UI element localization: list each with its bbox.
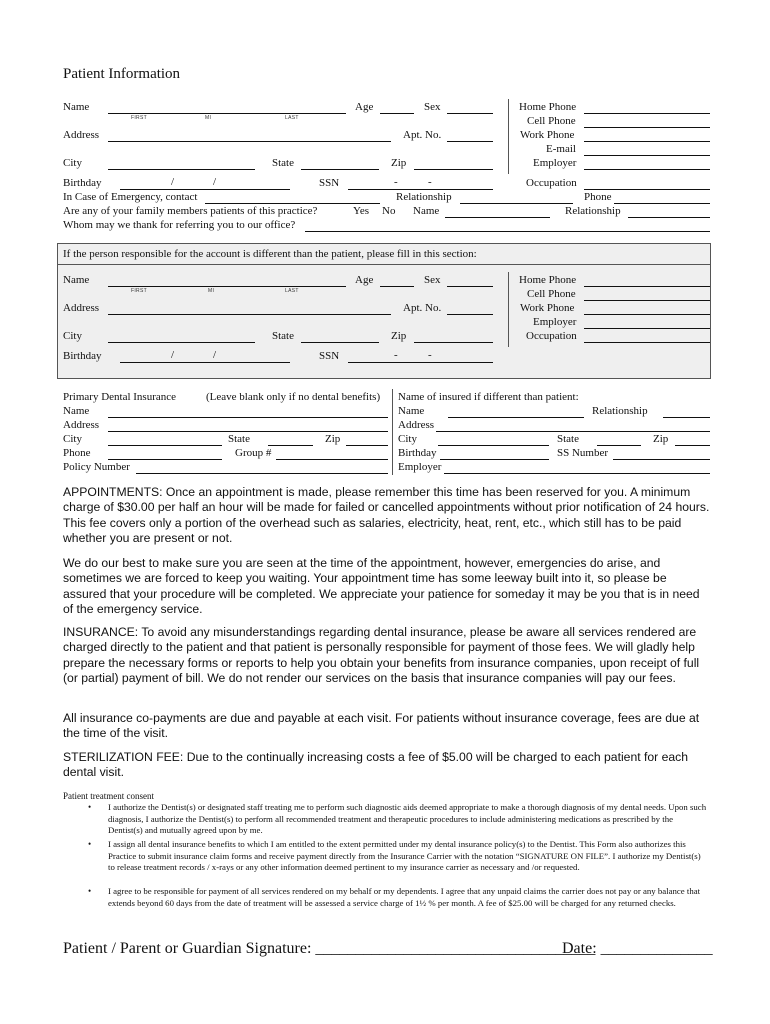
employer-field[interactable] (584, 169, 710, 170)
resp-zip-label: Zip (391, 330, 407, 342)
resp-work-phone-label: Work Phone (520, 302, 575, 314)
cell-phone-label: Cell Phone (527, 115, 576, 127)
first-caption: FIRST (131, 115, 147, 121)
resp-ssn-dash-2: - (428, 349, 432, 361)
insured-city-field[interactable] (438, 445, 549, 446)
insured-zip-label: Zip (653, 433, 669, 445)
resp-birthday-slash-2: / (213, 349, 217, 361)
emergency-phone-field[interactable] (614, 203, 710, 204)
emergency-relationship-label: Relationship (396, 191, 452, 203)
resp-address-label: Address (63, 302, 100, 314)
ssn-field[interactable] (348, 189, 493, 190)
work-phone-field[interactable] (584, 141, 710, 142)
insurance-policy: INSURANCE: To avoid any misunderstandings regarding dental insurance, please be aware all services rendered are charged directly to the patient and that patient is personally responsible for payment of those fees. We will gladly help prepare the necessary forms or reports to help you obtain your benefits from insurance companies, upon receipt of full (or partial) payment of bill. We do not render our services on the basis that insurance companies will pay our fees. (63, 625, 700, 686)
insured-state-label: State (557, 433, 579, 445)
resp-sex-field[interactable] (447, 286, 493, 287)
resp-apt-label: Apt. No. (403, 302, 442, 314)
last-caption: LAST (285, 115, 299, 121)
ins-address-label: Address (63, 419, 100, 431)
consent-bullet-2: • (88, 839, 92, 849)
resp-state-field[interactable] (301, 342, 379, 343)
resp-name-label: Name (63, 274, 90, 286)
cell-phone-field[interactable] (584, 127, 710, 128)
resp-cell-phone-field[interactable] (584, 300, 710, 301)
ins-policy-field[interactable] (136, 473, 388, 474)
mi-caption: MI (205, 115, 212, 121)
insured-name-field[interactable] (448, 417, 584, 418)
family-relationship-field[interactable] (628, 217, 710, 218)
sex-field[interactable] (447, 113, 493, 114)
address-label: Address (63, 129, 100, 141)
ins-group-label: Group # (235, 447, 272, 459)
responsible-header: If the person responsible for the account is different than the patient, please fill in this section: (63, 248, 477, 260)
resp-occupation-field[interactable] (584, 342, 710, 343)
ins-city-field[interactable] (108, 445, 222, 446)
resp-ssn-dash-1: - (394, 349, 398, 361)
insured-relationship-field[interactable] (663, 417, 710, 418)
insured-name-label: Name (398, 405, 425, 417)
occupation-label: Occupation (526, 177, 577, 189)
age-field[interactable] (380, 113, 414, 114)
resp-work-phone-field[interactable] (584, 314, 710, 315)
emergency-label: In Case of Emergency, contact (63, 191, 198, 203)
insured-relationship-label: Relationship (592, 405, 648, 417)
copayment-policy: All insurance co-payments are due and payable at each visit. For patients without insurance coverage, fees are due at the time of the visit. (63, 711, 700, 741)
ins-phone-label: Phone (63, 447, 91, 459)
address-field[interactable] (108, 141, 391, 142)
birthday-field[interactable] (120, 189, 290, 190)
resp-employer-label: Employer (533, 316, 577, 328)
email-label: E-mail (546, 143, 576, 155)
insured-ss-field[interactable] (613, 459, 710, 460)
insured-header: Name of insured if different than patient: (398, 391, 579, 403)
home-phone-field[interactable] (584, 113, 710, 114)
resp-last-caption: LAST (285, 288, 299, 294)
insured-ss-label: SS Number (557, 447, 609, 459)
emergency-relationship-field[interactable] (460, 203, 573, 204)
resp-cell-phone-label: Cell Phone (527, 288, 576, 300)
date-field[interactable]: Date: ______________ (562, 940, 713, 957)
ins-name-label: Name (63, 405, 90, 417)
insured-address-label: Address (398, 419, 435, 431)
insured-birthday-field[interactable] (440, 459, 549, 460)
ins-phone-field[interactable] (108, 459, 222, 460)
name-label: Name (63, 101, 90, 113)
email-field[interactable] (584, 155, 710, 156)
zip-field[interactable] (414, 169, 493, 170)
resp-address-field[interactable] (108, 314, 391, 315)
responsible-header-divider (57, 264, 711, 265)
referral-field[interactable] (305, 231, 710, 232)
city-label: City (63, 157, 82, 169)
consent-bullet-1: • (88, 802, 92, 812)
resp-apt-field[interactable] (447, 314, 493, 315)
resp-birthday-field[interactable] (120, 362, 290, 363)
insured-address-field[interactable] (436, 431, 710, 432)
insured-birthday-label: Birthday (398, 447, 437, 459)
consent-item-1: I authorize the Dentist(s) or designated staff treating me to perform such diagnostic aids deemed appropriate to make a thorough diagnosis of my dental needs. Upon such diagnosis, I authorize the Dentist(s) to perform all recommended treatment and therapeutic procedures to include administering medications as prescribed by the Dentist(s) and mutually agreed upon by me. (108, 802, 707, 836)
insured-employer-label: Employer (398, 461, 442, 473)
emergency-policy: We do our best to make sure you are seen at the time of the appointment, however, emergencies do arise, and sometimes we are forced to keep you waiting. Your appointment time has some leeway built into it, so please be assured that your procedure will be completed. We appreciate your patience for someday it may be you that is in need of the emergency service. (63, 556, 700, 617)
birthday-label: Birthday (63, 177, 102, 189)
consent-bullet-3: • (88, 886, 92, 896)
family-name-label: Name (413, 205, 440, 217)
birthday-slash-2: / (213, 176, 217, 188)
resp-age-field[interactable] (380, 286, 414, 287)
family-name-field[interactable] (445, 217, 550, 218)
insured-city-label: City (398, 433, 417, 445)
consent-item-3: I agree to be responsible for payment of all services rendered on my behalf or my dependents. I agree that any unpaid claims the carrier does not pay or any balance that extends beyond 60 days from the date of treatment will be assessed a service charge of 1½ % per month. A fee of $25.00 will be charged for any returned checks. (108, 886, 701, 908)
family-question: Are any of your family members patients of this practice? (63, 205, 318, 217)
ins-zip-label: Zip (325, 433, 341, 445)
appointments-policy: APPOINTMENTS: Once an appointment is made, please remember this time has been reserved for you. A minimum charge of $30.00 per half an hour will be made for failed or cancelled appointments without prior notification of 24 hours. This fee covers only a portion of the overhead such as salaries, electricity, heat, rent, etc., which still has to be paid whether you are present or not. (63, 485, 710, 546)
occupation-field[interactable] (584, 189, 710, 190)
insured-zip-field[interactable] (675, 445, 710, 446)
primary-insurance-label: Primary Dental Insurance (63, 391, 177, 403)
state-label: State (272, 157, 294, 169)
ins-city-label: City (63, 433, 82, 445)
ins-name-field[interactable] (108, 417, 388, 418)
resp-name-field[interactable] (108, 286, 346, 287)
resp-mi-caption: MI (208, 288, 215, 294)
resp-occupation-label: Occupation (526, 330, 577, 342)
resp-city-label: City (63, 330, 82, 342)
resp-employer-field[interactable] (584, 328, 710, 329)
contact-divider (508, 99, 509, 174)
page-title: Patient Information (63, 66, 181, 82)
emergency-phone-label: Phone (584, 191, 612, 203)
insured-state-field[interactable] (597, 445, 641, 446)
emergency-field[interactable] (205, 203, 380, 204)
resp-home-phone-field[interactable] (584, 286, 710, 287)
leave-blank-note: (Leave blank only if no dental benefits) (206, 391, 381, 403)
ins-state-field[interactable] (268, 445, 313, 446)
employer-label: Employer (533, 157, 577, 169)
ins-zip-field[interactable] (346, 445, 388, 446)
sterilization-fee-policy: STERILIZATION FEE: Due to the continually increasing costs a fee of $5.00 will be charged to each patient for each dental visit. (63, 750, 689, 780)
ssn-label: SSN (319, 177, 340, 189)
work-phone-label: Work Phone (520, 129, 575, 141)
resp-state-label: State (272, 330, 294, 342)
ins-group-field[interactable] (276, 459, 388, 460)
resp-age-label: Age (355, 274, 374, 286)
signature-field[interactable]: Patient / Parent or Guardian Signature: ___________________________________ (63, 940, 596, 957)
resp-birthday-label: Birthday (63, 350, 102, 362)
age-label: Age (355, 101, 374, 113)
state-field[interactable] (301, 169, 379, 170)
consent-heading: Patient treatment consent (63, 791, 154, 801)
resp-home-phone-label: Home Phone (519, 274, 577, 286)
sex-label: Sex (424, 101, 441, 113)
city-field[interactable] (108, 169, 255, 170)
ssn-dash-1: - (394, 176, 398, 188)
apt-label: Apt. No. (403, 129, 442, 141)
family-relationship-label: Relationship (565, 205, 621, 217)
resp-ssn-label: SSN (319, 350, 340, 362)
birthday-slash-1: / (171, 176, 175, 188)
ins-address-field[interactable] (108, 431, 388, 432)
zip-label: Zip (391, 157, 407, 169)
home-phone-label: Home Phone (519, 101, 577, 113)
ssn-dash-2: - (428, 176, 432, 188)
resp-city-field[interactable] (108, 342, 255, 343)
insurance-divider (392, 389, 393, 475)
insured-employer-field[interactable] (444, 473, 710, 474)
apt-field[interactable] (447, 141, 493, 142)
resp-sex-label: Sex (424, 274, 441, 286)
ins-state-label: State (228, 433, 250, 445)
ins-policy-label: Policy Number (63, 461, 130, 473)
consent-item-2: I assign all dental insurance benefits to which I am entitled to the extent permitted under my dental insurance policy(s) to the Dentist. This Form also authorizes this Practice to submit insurance claim forms and receive payment directly from the Insurance Carrier with the notation “SIGNATURE ON FILE”. I authorize my Dentist(s) to release treatment records / x-rays or any other information deemed pertinent to my insurance carrier as necessary and /or requested. (108, 839, 701, 873)
resp-contact-divider (508, 272, 509, 347)
resp-ssn-field[interactable] (348, 362, 493, 363)
family-no-option[interactable]: No (382, 205, 396, 217)
referral-label: Whom may we thank for referring you to our office? (63, 219, 296, 231)
resp-zip-field[interactable] (414, 342, 493, 343)
name-field[interactable] (108, 113, 346, 114)
resp-first-caption: FIRST (131, 288, 147, 294)
family-yes-option[interactable]: Yes (353, 205, 370, 217)
resp-birthday-slash-1: / (171, 349, 175, 361)
